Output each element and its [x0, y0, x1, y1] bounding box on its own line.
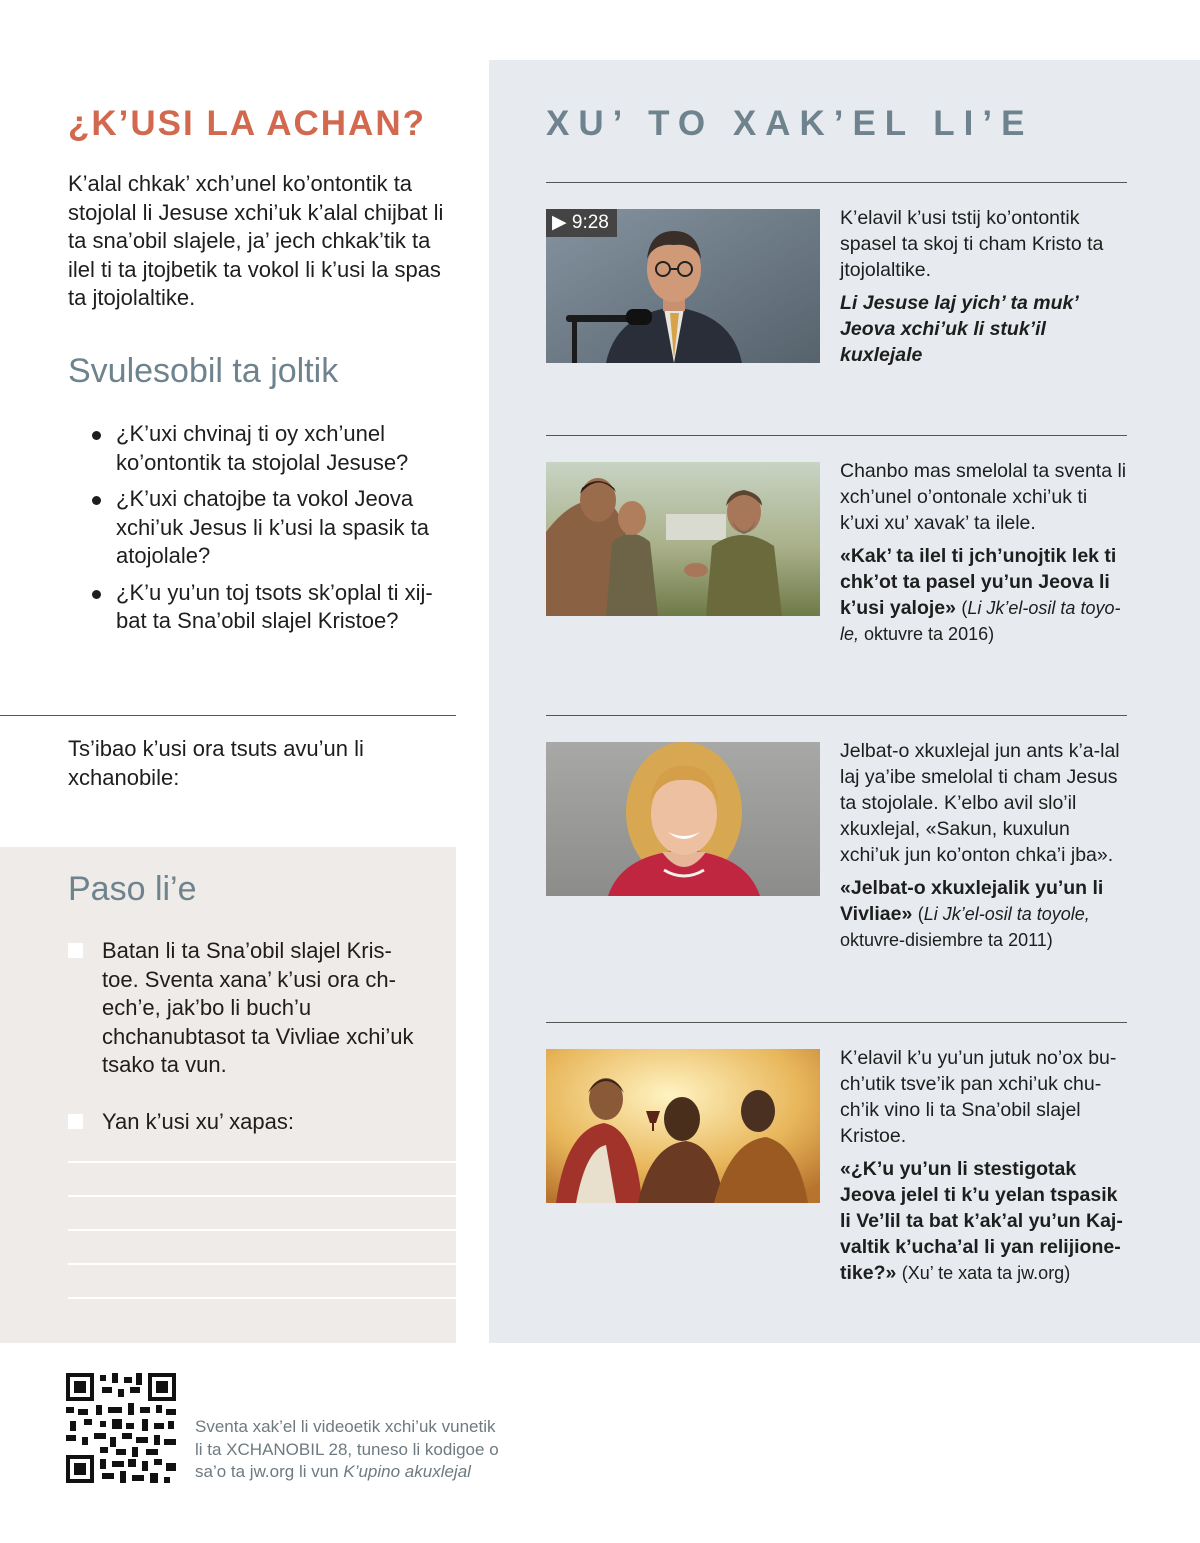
resource-source: (Li Jk’el-osil ta toyo-le, oktuvre ta 2016) [840, 598, 1121, 644]
checklist-item[interactable] [68, 937, 428, 1080]
resource-title-link[interactable]: «Kak’ ta ilel ti jch’unojtik lek ti chk’ot ta pasel yu’un Jeova li k’usi yaloje» [840, 545, 1117, 619]
completion-date-prompt: Ts’ibao k’usi ora tsuts avu’un li xchanobile: [68, 736, 364, 790]
review-questions [92, 420, 462, 644]
divider [0, 715, 456, 716]
article-thumbnail[interactable] [546, 462, 820, 616]
video-thumbnail[interactable] [546, 209, 820, 363]
footer-note [195, 1416, 555, 1484]
checkbox[interactable] [68, 943, 83, 958]
review-question: ¿K’uxi chatojbe ta vokol Jeova xchi’uk Jesus li k’usi la spasik ta atojolale? [92, 485, 462, 571]
footer-line: Sventa xak’el li videoetik xchi’uk vunetik [195, 1417, 496, 1436]
bullet-icon [92, 590, 101, 599]
smiling-woman-image [546, 742, 820, 896]
resource-description: Chanbo mas smelolal ta sventa li xch’unel o’ontonale xchi’uk ti k’uxi xu’ xavak’ ta ilele. [840, 460, 1127, 534]
write-line[interactable] [68, 1161, 456, 1163]
resource-title-line[interactable] [840, 1156, 1130, 1286]
resource-entry-text [840, 1045, 1130, 1293]
step-box [0, 847, 456, 1343]
checklist-item[interactable] [68, 1108, 428, 1137]
checklist-item-label: Batan li ta Sna’obil slajel Kris-toe. Sventa xana’ k’usi ora ch-ech’e, jak’bo li buch’u chchanubtasot ta Vivliae xchi’uk tsako ta vun. [102, 938, 414, 1077]
section-heading-more: XU’ TO XAK’EL LI’E [546, 104, 1034, 143]
brochure-title: K’upino akuxlejal [343, 1462, 471, 1481]
review-question: ¿K’u yu’un toj tsots sk’oplal ti xij-bat ta Sna’obil slajel Kristoe? [92, 579, 462, 636]
resource-title-line[interactable] [840, 875, 1130, 953]
write-line[interactable] [68, 1297, 456, 1299]
review-question: ¿K’uxi chvinaj ti oy xch’unel ko’ontontik ta stojolal Jesuse? [92, 420, 462, 477]
write-line[interactable] [68, 1195, 456, 1197]
article-thumbnail[interactable] [546, 1049, 820, 1203]
resource-source: (Xu’ te xata ta jw.org) [901, 1263, 1071, 1283]
resource-description: K’elavil k’usi tstij ko’ontontik spasel ta skoj ti cham Kristo ta jtojolaltike. [840, 207, 1104, 281]
resource-entry-text [840, 458, 1130, 654]
divider [546, 182, 1127, 183]
resource-title-link[interactable]: «¿K’u yu’un li stestigotak Jeova jelel ti k’u yelan tspasik li Ve’lil ta bat k’ak’al yu’un Kaj-valtik k’ucha’al li yan relijione-tike?» [840, 1158, 1123, 1284]
resource-title-link[interactable]: Li Jesuse laj yich’ ta muk’ Jeova xchi’uk li stuk’il kuxlejale [840, 292, 1079, 366]
bullet-icon [92, 431, 101, 440]
footer-line: sa’o ta jw.org li vun [195, 1462, 344, 1481]
resource-description: Jelbat-o xkuxlejal jun ants k’a-lal laj ya’ibe smelolal ti cham Jesus ta stojolale. K’elbo avil slo’il xkuxlejal, «Sakun, kuxulun xchi’uk jun ko’onton chka’i jba». [840, 740, 1120, 866]
resource-entry-text [840, 738, 1130, 960]
intro-paragraph: K’alal chkak’ xch’unel ko’ontontik ta stojolal li Jesuse xchi’uk k’alal chijbat li ta sna’obil slajele, ja’ jech chkak’tik ta ilel ti ta jtojbetik ta vokol li k’usi la spas ta jtojolaltike. [68, 171, 444, 310]
divider [546, 715, 1127, 716]
checklist-item-label: Yan k’usi xu’ xapas: [102, 1109, 294, 1134]
write-line[interactable] [68, 1263, 456, 1265]
last-supper-image [546, 1049, 820, 1203]
qr-code[interactable] [66, 1373, 176, 1483]
checkbox[interactable] [68, 1114, 83, 1129]
resource-title-line[interactable] [840, 543, 1130, 647]
bullet-icon [92, 496, 101, 505]
qr-code-image [66, 1373, 176, 1483]
divider [546, 1022, 1127, 1023]
video-duration-badge: ▶ 9:28 [546, 209, 617, 237]
resource-description: K’elavil k’u yu’un jutuk no’ox bu-ch’utik tsve’ik pan xchi’uk chu-ch’ik vino li ta Sna’obil slajel Kristoe. [840, 1047, 1117, 1147]
write-line[interactable] [68, 1229, 456, 1231]
section-heading-learn: ¿K’USI LA ACHAN? [68, 104, 426, 143]
resource-entry-text [840, 205, 1130, 375]
bible-era-men-image [546, 462, 820, 616]
divider [546, 435, 1127, 436]
resource-title-link[interactable]: «Jelbat-o xkuxlejalik yu’un li Vivliae» [840, 877, 1104, 925]
step-heading: Paso li’e [68, 870, 197, 908]
resource-source: (Li Jk’el-osil ta toyole, oktuvre-disiembre ta 2011) [840, 904, 1090, 950]
review-heading: Svulesobil ta joltik [68, 352, 339, 390]
footer-line: li ta XCHANOBIL 28, tuneso li kodigoe o [195, 1439, 499, 1459]
article-thumbnail[interactable] [546, 742, 820, 896]
